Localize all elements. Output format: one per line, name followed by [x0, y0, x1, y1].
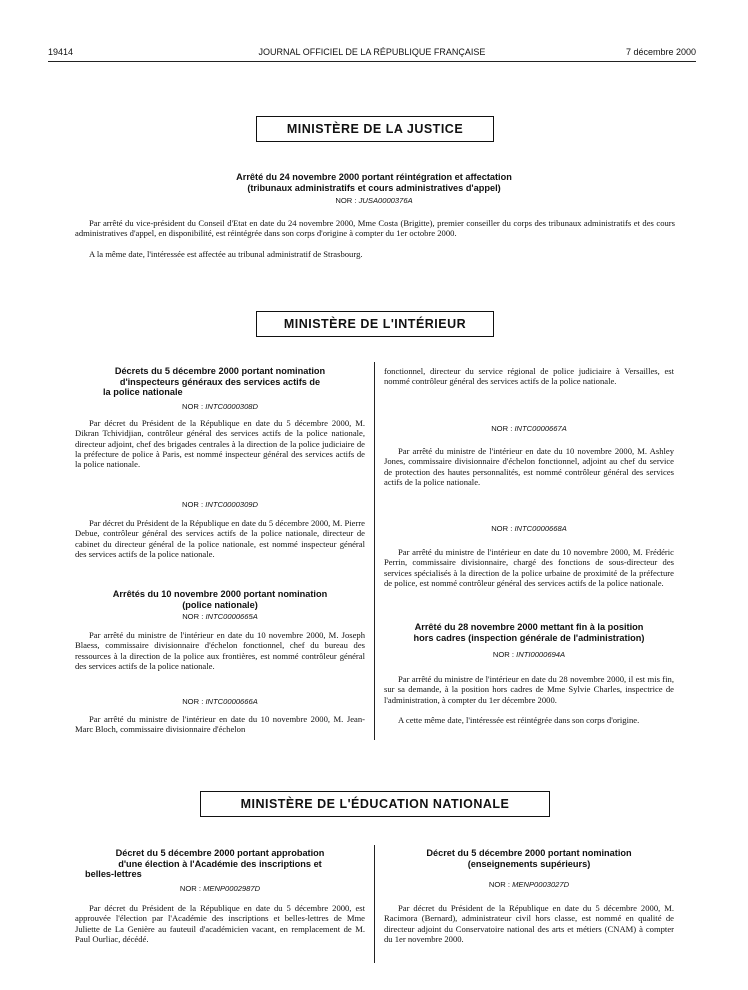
title-line: Décrets du 5 décembre 2000 portant nomination	[114, 366, 326, 376]
title-line: belles-lettres	[85, 869, 142, 879]
column-separator	[374, 845, 375, 963]
education-right-title	[384, 848, 674, 869]
title-line: Décret du 5 décembre 2000 portant approbation	[115, 848, 325, 858]
paragraph-jones: Par arrêté du ministre de l'intérieur en date du 10 novembre 2000, M. Ashley Jones, commissaire divisionnaire d'échelon fonctionnel, adjoint au chef du service de protection des hautes personnalités, est nommé contrôleur général des services actifs de la police nationale.	[384, 446, 674, 487]
nor-label: NOR :	[491, 424, 513, 433]
paragraph-tchividjian: Par décret du Président de la République en date du 5 décembre 2000, M. Dikran Tchividjian, contrôleur général des services actifs de la police nationale, directeur adjoint, chef des brigades centrales à la direction de la police judiciaire de la préfecture de police à Paris, est nommé inspecteur général des services actifs de la police nationale.	[75, 418, 365, 470]
paragraph-de-la-geniere: Par décret du Président de la République en date du 5 décembre 2000, est approuvée l'élection par l'Académie des inscriptions et belles-lettres de Mme Juliette de La Genière au fauteuil d'académicien vacant, en remplacement de M. Paul Ourliac, décédé.	[75, 903, 365, 944]
nor-code: INTC0000665A	[205, 612, 258, 621]
interior-decrees-title	[75, 366, 365, 398]
title-line: Arrêtés du 10 novembre 2000 portant nomination	[112, 589, 328, 599]
justice-decree-title	[100, 172, 648, 193]
ministry-interior-title: MINISTÈRE DE L'INTÉRIEUR	[283, 317, 467, 331]
header-rule	[48, 61, 696, 62]
education-left-title	[75, 848, 365, 880]
page-header	[48, 47, 696, 61]
title-line: Arrêté du 28 novembre 2000 mettant fin à la position	[414, 622, 644, 632]
paragraph-bloch-continued: fonctionnel, directeur du service régional de police judiciaire à Versailles, est nommé contrôleur général des services actifs de la police nationale.	[384, 366, 674, 387]
title-line: d'une élection à l'Académie des inscriptions et	[118, 858, 322, 869]
nor-code: INTC0000667A	[514, 424, 567, 433]
nor-code: INTC0000308D	[205, 402, 258, 411]
title-line: Décret du 5 décembre 2000 portant nomination	[426, 848, 632, 858]
interior-charles-title	[384, 622, 674, 643]
title-line: (enseignements supérieurs)	[467, 858, 591, 869]
issue-date: 7 décembre 2000	[625, 47, 696, 57]
paragraph-perrin: Par arrêté du ministre de l'intérieur en date du 10 novembre 2000, M. Frédéric Perrin, commissaire divisionnaire, chargé des fonctions de sous-directeur des services spécialisés à la direction de la police urbaine de proximité de la préfecture de police, est nommé contrôleur général des services actifs de la police nationale.	[384, 547, 674, 588]
nor-education-right	[384, 880, 674, 889]
nor-code: MENP0003027D	[512, 880, 570, 889]
nor-label: NOR :	[182, 697, 204, 706]
paragraph-bloch: Par arrêté du ministre de l'intérieur en date du 10 novembre 2000, M. Jean-Marc Bloch, commissaire divisionnaire d'échelon	[75, 714, 365, 735]
nor-3	[75, 612, 365, 621]
justice-title-line1: Arrêté du 24 novembre 2000 portant réintégration et affectation	[236, 172, 512, 182]
justice-paragraph-1: Par arrêté du vice-président du Conseil d'Etat en date du 24 novembre 2000, Mme Costa (Brigitte), premier conseiller du corps des tribunaux administratifs et des cours administratives d'appel, en disponibilité, est réintégrée dans son corps d'origine à compter du 1er octobre 2000.	[75, 218, 675, 239]
nor-code: INTC0000668A	[514, 524, 567, 533]
nor-7	[384, 650, 674, 659]
paragraph-charles-2: A cette même date, l'intéressée est réintégrée dans son corps d'origine.	[398, 715, 640, 725]
nor-label: NOR :	[488, 880, 510, 889]
journal-title: JOURNAL OFFICIEL DE LA RÉPUBLIQUE FRANÇAISE	[258, 47, 486, 57]
justice-title-line2: (tribunaux administratifs et cours administratives d'appel)	[247, 182, 501, 193]
interior-arretes-title	[75, 589, 365, 610]
paragraph-blaess: Par arrêté du ministre de l'intérieur en date du 10 novembre 2000, M. Joseph Blaess, commissaire divisionnaire d'échelon fonctionnel, chef du bureau des ressources à la direction de la police aux frontières, est nommé contrôleur général des services actifs de la police nationale.	[75, 630, 365, 671]
column-separator	[374, 362, 375, 740]
nor-5	[384, 424, 674, 433]
page-number: 19414	[48, 47, 74, 57]
nor-education-left	[75, 884, 365, 893]
nor-code: MENP0002987D	[203, 884, 261, 893]
justice-nor	[200, 196, 548, 205]
ministry-education-title: MINISTÈRE DE L'ÉDUCATION NATIONALE	[240, 797, 510, 811]
nor-code: INTI0000694A	[516, 650, 566, 659]
ministry-justice-box	[256, 116, 494, 142]
nor-2	[75, 500, 365, 509]
nor-1	[75, 402, 365, 411]
justice-paragraph-2: A la même date, l'intéressée est affectée au tribunal administratif de Strasbourg.	[89, 249, 363, 259]
ministry-justice-title: MINISTÈRE DE LA JUSTICE	[286, 122, 464, 136]
nor-code: INTC0000309D	[205, 500, 258, 509]
paragraph-charles: Par arrêté du ministre de l'intérieur en date du 28 novembre 2000, il est mis fin, sur sa demande, à la position hors cadres de Mme Sylvie Charles, inspectrice de l'administration, à compter du 1er décembre 2000.	[384, 674, 674, 705]
title-line: la police nationale	[103, 387, 183, 397]
nor-label: NOR :	[182, 612, 204, 621]
title-line: d'inspecteurs généraux des services actifs de	[119, 376, 321, 387]
nor-label: NOR :	[335, 196, 357, 205]
nor-code: JUSA0000376A	[358, 196, 413, 205]
title-line: (police nationale)	[182, 599, 258, 610]
ministry-interior-box	[256, 311, 494, 337]
nor-label: NOR :	[492, 650, 514, 659]
paragraph-debue: Par décret du Président de la République en date du 5 décembre 2000, M. Pierre Debue, contrôleur général des services actifs de la police nationale, directeur de cabinet du directeur général de la police nationale, est nommé inspecteur général des services actifs de la police nationale.	[75, 518, 365, 559]
nor-6	[384, 524, 674, 533]
nor-label: NOR :	[182, 500, 204, 509]
title-line: hors cadres (inspection générale de l'administration)	[413, 632, 645, 643]
nor-code: INTC0000666A	[205, 697, 258, 706]
nor-label: NOR :	[491, 524, 513, 533]
paragraph-racimora: Par décret du Président de la République en date du 5 décembre 2000, M. Racimora (Bernard), administrateur civil hors classe, est nommé en qualité de directeur adjoint du Conservatoire national des arts et métiers (CNAM) à compter du 1er novembre 2000.	[384, 903, 674, 944]
nor-label: NOR :	[179, 884, 201, 893]
nor-label: NOR :	[182, 402, 204, 411]
ministry-education-box	[200, 791, 550, 817]
nor-4	[75, 697, 365, 706]
